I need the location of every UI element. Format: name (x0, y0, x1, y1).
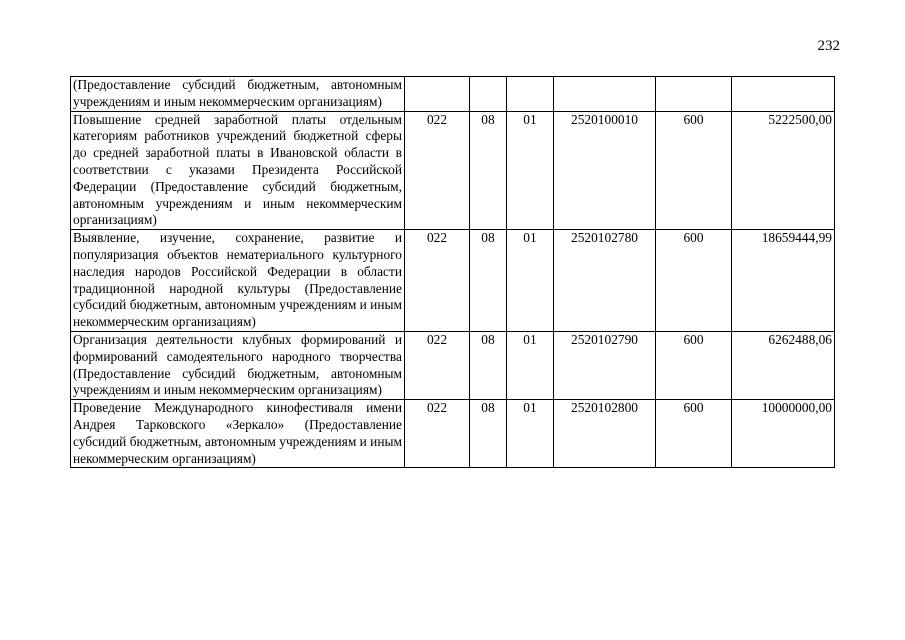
row-expense-type-code: 600 (656, 400, 732, 468)
row-section-code: 08 (470, 230, 507, 332)
row-target-article-code: 2520102790 (554, 331, 656, 399)
row-expense-type-code (656, 77, 732, 112)
row-section-code: 08 (470, 400, 507, 468)
row-subsection-code (507, 77, 554, 112)
row-target-article-code: 2520102780 (554, 230, 656, 332)
row-description: (Предоставление субсидий бюджетным, автономным учреждениям и иным некоммерческим организациям) (71, 77, 405, 112)
row-expense-type-code: 600 (656, 230, 732, 332)
row-section-code: 08 (470, 331, 507, 399)
row-expense-type-code: 600 (656, 331, 732, 399)
row-description: Выявление, изучение, сохранение, развитие и популяризация объектов нематериального культурного наследия народов Российской Федерации в области традиционной народной культуры (Предоставление субсидий бюджетным, автономным учреждениям и иным некоммерческим организациям) (71, 230, 405, 332)
row-expense-type-code: 600 (656, 111, 732, 230)
row-ministry-code: 022 (405, 111, 470, 230)
row-amount: 6262488,06 (732, 331, 835, 399)
row-section-code (470, 77, 507, 112)
row-subsection-code: 01 (507, 230, 554, 332)
row-description: Организация деятельности клубных формирований и формирований самодеятельного народного творчества (Предоставление субсидий бюджетным, автономным учреждениям и иным некоммерческим организациям) (71, 331, 405, 399)
row-subsection-code: 01 (507, 400, 554, 468)
row-amount: 5222500,00 (732, 111, 835, 230)
table-row (71, 77, 835, 112)
row-subsection-code: 01 (507, 331, 554, 399)
row-target-article-code: 2520100010 (554, 111, 656, 230)
row-ministry-code: 022 (405, 331, 470, 399)
table-row (71, 230, 835, 332)
row-target-article-code (554, 77, 656, 112)
row-amount (732, 77, 835, 112)
row-subsection-code: 01 (507, 111, 554, 230)
table-row (71, 111, 835, 230)
row-target-article-code: 2520102800 (554, 400, 656, 468)
row-ministry-code: 022 (405, 400, 470, 468)
row-section-code: 08 (470, 111, 507, 230)
row-ministry-code (405, 77, 470, 112)
table-row (71, 400, 835, 468)
budget-table (70, 76, 835, 468)
row-amount: 18659444,99 (732, 230, 835, 332)
row-description: Повышение средней заработной платы отдельным категориям работников учреждений бюджетной сферы до средней заработной платы в Ивановской области в соответствии с указами Президента Российской Федерации (Предоставление субсидий бюджетным, автономным учреждениям и иным некоммерческим организациям) (71, 111, 405, 230)
row-amount: 10000000,00 (732, 400, 835, 468)
page-number: 232 (817, 38, 840, 54)
row-description: Проведение Международного кинофестиваля имени Андрея Тарковского «Зеркало» (Предоставление субсидий бюджетным, автономным учреждениям и иным некоммерческим организациям) (71, 400, 405, 468)
row-ministry-code: 022 (405, 230, 470, 332)
table-row (71, 331, 835, 399)
